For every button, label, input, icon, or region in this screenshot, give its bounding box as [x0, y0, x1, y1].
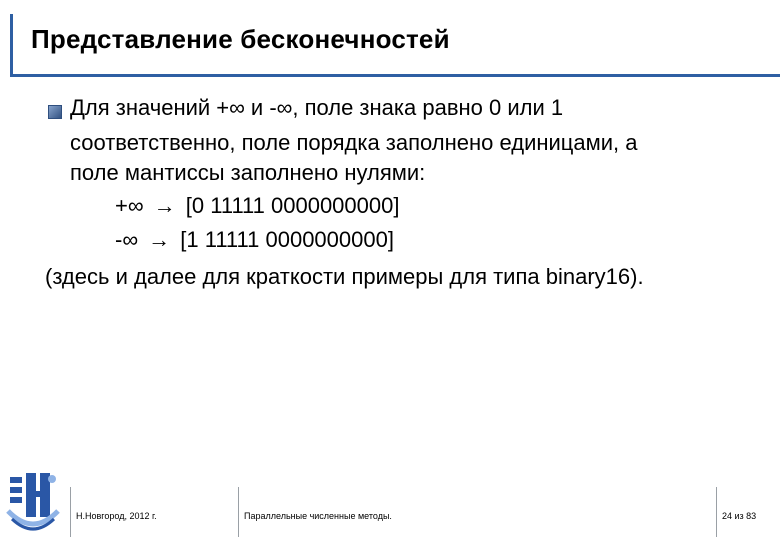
minus-infinity-bits: [1 11111 0000000000]	[180, 227, 394, 252]
arrow-right-icon: →	[148, 227, 171, 252]
title-horizontal-rule	[10, 74, 780, 77]
note-text: (здесь и далее для краткости примеры для типа binary16).	[45, 264, 644, 289]
footer-divider	[70, 487, 71, 537]
footer-place-year: Н.Новгород, 2012 г.	[76, 511, 157, 521]
square-bullet-icon	[48, 105, 62, 119]
slide-title: Представление бесконечностей	[31, 24, 450, 54]
title-bar	[10, 14, 780, 74]
footer-page-number: 24 из 83	[722, 511, 757, 521]
plus-infinity-label: +∞	[115, 193, 144, 218]
minus-infinity-example	[115, 227, 394, 253]
footer-divider	[238, 487, 239, 537]
footer-course-name: Параллельные численные методы.	[244, 511, 392, 521]
title-vertical-rule	[10, 14, 13, 76]
university-logo-icon	[4, 467, 62, 537]
footer-divider	[716, 487, 717, 537]
minus-infinity-label: -∞	[115, 227, 139, 252]
bullet-text-line-1: Для значений +∞ и -∞, поле знака равно 0 или 1	[70, 95, 564, 120]
bullet-text-line-3: поле мантиссы заполнено нулями:	[70, 160, 426, 185]
slide-footer	[0, 465, 780, 540]
plus-infinity-bits: [0 11111 0000000000]	[185, 193, 400, 218]
bullet-text-line-2: соответственно, поле порядка заполнено единицами, а	[70, 130, 638, 155]
plus-infinity-example	[115, 193, 399, 219]
arrow-right-icon: →	[153, 193, 176, 218]
